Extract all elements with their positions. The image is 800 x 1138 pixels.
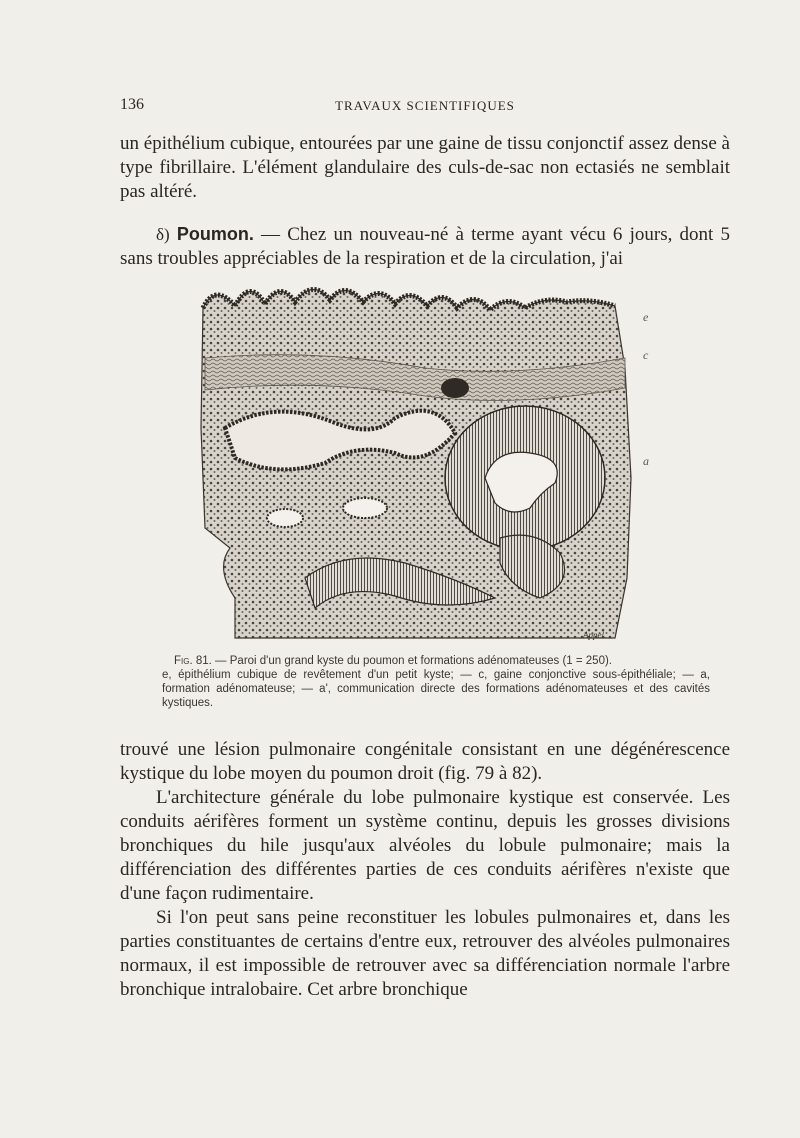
page-header xyxy=(120,96,730,118)
label-c: c xyxy=(643,348,649,362)
paragraph-5: Si l'on peut sans peine reconstituer les lobules pulmonaires et, dans les parties constituantes de certains d'entre eux, retrouver des alvéoles pulmonaires normaux, il est impossible de retrouver avec sa différenciation normale l'arbre bronchique intralobaire. Cet arbre bronchique xyxy=(120,907,730,1000)
section-text: — Chez un nouveau-né à terme ayant vécu 6 jours, dont 5 sans troubles appréciables de la respiration et de la circulation, j'ai xyxy=(120,224,730,269)
label-e: e xyxy=(643,310,649,324)
caption-title-text: — Paroi d'un grand kyste du poumon et formations adénomateuses (1 = 250). xyxy=(211,655,612,667)
histology-illustration xyxy=(195,278,635,646)
section-title: Poumon. xyxy=(176,224,254,244)
label-a: a xyxy=(643,454,649,468)
caption-legend: e, épithélium cubique de revêtement d'un petit kyste; — c, gaine conjonctive sous-épithéliale; — a, formation adénomateuse; — a', communication directe des formations adénomateuses et des cavités kystiques. xyxy=(162,669,710,709)
running-title: TRAVAUX SCIENTIFIQUES xyxy=(335,98,515,113)
paragraph-continuation xyxy=(120,132,730,204)
caption-title xyxy=(162,654,710,668)
section-marker: δ) xyxy=(156,225,170,244)
figure-caption xyxy=(162,654,710,710)
page-number: 136 xyxy=(120,96,144,113)
illustrator-signature: Appel. xyxy=(583,630,607,640)
histology-figure xyxy=(195,278,649,646)
section-paragraph xyxy=(120,222,730,271)
paragraph-4: L'architecture générale du lobe pulmonaire kystique est conservée. Les conduits aérifères forment un système continu, depuis les grosses divisions bronchiques du hile jusqu'aux alvéoles du lobule pulmonaire; mais la différenciation des différentes parties de ces conduits aérifères n'existe que d'une façon rudimentaire. xyxy=(120,787,730,904)
paragraph-3: trouvé une lésion pulmonaire congénitale consistant en une dégénérescence kystique du lobe moyen du poumon droit (fig. 79 à 82). xyxy=(120,739,730,784)
paragraph-2 xyxy=(120,222,730,271)
paragraph-1: un épithélium cubique, entourées par une gaine de tissu conjonctif assez dense à type fibrillaire. L'élément glandulaire des culs-de-sac non ectasiés ne semblait pas altéré. xyxy=(120,133,730,202)
figure-number: Fig. 81. xyxy=(174,655,212,667)
main-text xyxy=(120,738,730,1002)
